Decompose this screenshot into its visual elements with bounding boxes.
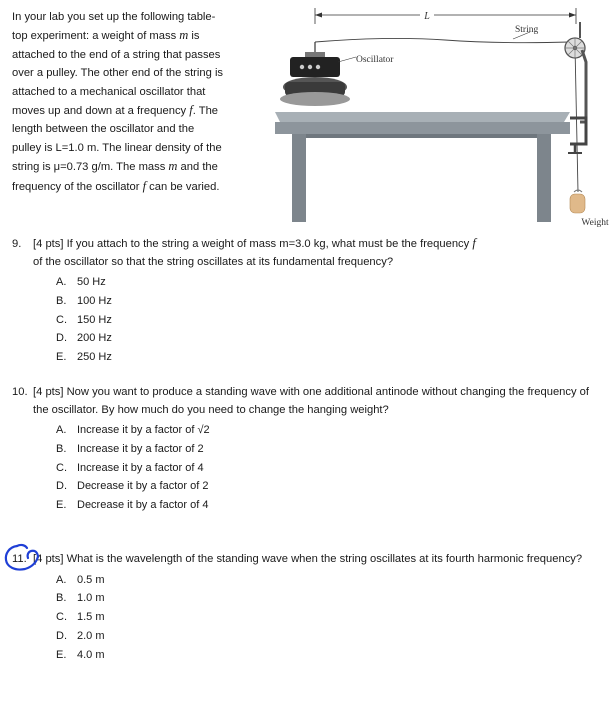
string-label: String (515, 25, 539, 35)
option-letter: E. (56, 499, 67, 512)
option-text: 4.0 m (77, 648, 105, 661)
question-10-options (12, 421, 602, 515)
answer-option (12, 348, 602, 367)
answer-option (12, 311, 602, 330)
question-text: of the oscillator so that the string oscillates at its fundamental frequency? (33, 255, 394, 268)
option-text: 250 Hz (77, 351, 112, 364)
oscillator-label: Oscillator (356, 55, 394, 65)
question-9-options (12, 273, 602, 367)
intro-line: length between the oscillator and the (12, 123, 195, 136)
option-text: 150 Hz (77, 313, 112, 326)
intro-line: . The (192, 105, 219, 118)
experiment-figure (270, 2, 615, 227)
question-11 (12, 551, 602, 664)
answer-option (12, 646, 602, 665)
handwritten-circle-annotation (3, 542, 43, 574)
intro-line: pulley is L=1.0 m. The linear density of the (12, 141, 222, 154)
frequency-symbol: f (142, 178, 147, 193)
table (275, 112, 570, 222)
answer-option (12, 440, 602, 459)
mass-symbol: m (168, 159, 178, 174)
answer-option (12, 589, 602, 608)
answer-option (12, 627, 602, 646)
option-letter: A. (56, 573, 67, 586)
weight-label: Weight (581, 218, 609, 227)
question-10 (12, 384, 602, 515)
question-10-stem (12, 384, 602, 419)
answer-option (12, 421, 602, 440)
option-text: 200 Hz (77, 332, 112, 345)
intro-line: attached to a mechanical oscillator that (12, 85, 206, 98)
weight (570, 190, 585, 213)
option-letter: A. (56, 424, 67, 436)
oscillator (280, 42, 350, 106)
intro-line: In your lab you set up the following table- (12, 11, 216, 23)
mass-symbol: m (179, 28, 189, 43)
option-letter: D. (56, 480, 67, 493)
question-9 (12, 235, 602, 367)
intro-line: moves up and down at a frequency (12, 105, 190, 118)
option-text: 50 Hz (77, 276, 106, 288)
intro-line: and the (177, 161, 218, 174)
intro-line: string is μ=0.73 g/m. The mass (12, 161, 169, 174)
answer-option (12, 571, 602, 590)
option-letter: C. (56, 313, 67, 326)
oscillator-leader (338, 57, 356, 62)
intro-line: can be varied. (146, 180, 220, 193)
option-letter: C. (56, 461, 67, 474)
option-letter: E. (56, 648, 67, 661)
intro-line: over a pulley. The other end of the string is (12, 67, 224, 80)
option-letter: D. (56, 629, 67, 642)
answer-option (12, 477, 602, 496)
answer-option (12, 292, 602, 311)
answer-option (12, 273, 602, 292)
option-text: Decrease it by a factor of 2 (77, 480, 209, 493)
question-11-stem (12, 551, 602, 569)
intro-line: is (188, 30, 200, 43)
option-text: Increase it by a factor of 2 (77, 442, 204, 455)
length-label: L (424, 11, 430, 22)
option-letter: B. (56, 294, 67, 307)
question-text: [4 pts] If you attach to the string a weight of mass m=3.0 kg, what must be the frequency (33, 238, 473, 250)
answer-option (12, 608, 602, 627)
option-letter: C. (56, 611, 67, 624)
option-letter: E. (56, 351, 67, 364)
question-11-options (12, 571, 602, 665)
option-letter: B. (56, 592, 67, 605)
option-letter: D. (56, 332, 67, 345)
question-text: [4 pts] What is the wavelength of the standing wave when the string oscillates at its fourth harmonic frequency? (33, 553, 583, 565)
question-number: 9. (12, 238, 22, 250)
option-text: 0.5 m (77, 573, 105, 586)
option-letter: B. (56, 442, 67, 455)
question-number: 11. (12, 553, 27, 565)
intro-line: attached to the end of a string that passes (12, 48, 221, 61)
frequency-symbol: f (472, 236, 476, 250)
option-letter: A. (56, 276, 67, 288)
answer-option (12, 496, 602, 515)
intro-line: top experiment: a weight of mass (12, 30, 180, 43)
intro-paragraph (12, 8, 252, 196)
answer-option (12, 459, 602, 478)
question-number: 10. (12, 386, 28, 398)
option-text: Decrease it by a factor of 4 (77, 499, 209, 512)
option-text: 1.5 m (77, 611, 105, 624)
option-text: Increase it by a factor of √2 (77, 424, 210, 436)
frequency-symbol: f (189, 103, 193, 118)
question-text: [4 pts] Now you want to produce a standing wave with one additional antinode without changing the frequency of the oscillator. By how much do you need to change the hanging weight? (33, 386, 590, 416)
option-text: 100 Hz (77, 294, 112, 307)
string-line (315, 38, 570, 42)
intro-line: frequency of the oscillator (12, 180, 143, 193)
question-9-stem (12, 235, 602, 271)
answer-option (12, 329, 602, 348)
length-dimension (315, 8, 576, 24)
option-text: 1.0 m (77, 592, 105, 605)
option-text: Increase it by a factor of 4 (77, 461, 204, 474)
option-text: 2.0 m (77, 629, 105, 642)
